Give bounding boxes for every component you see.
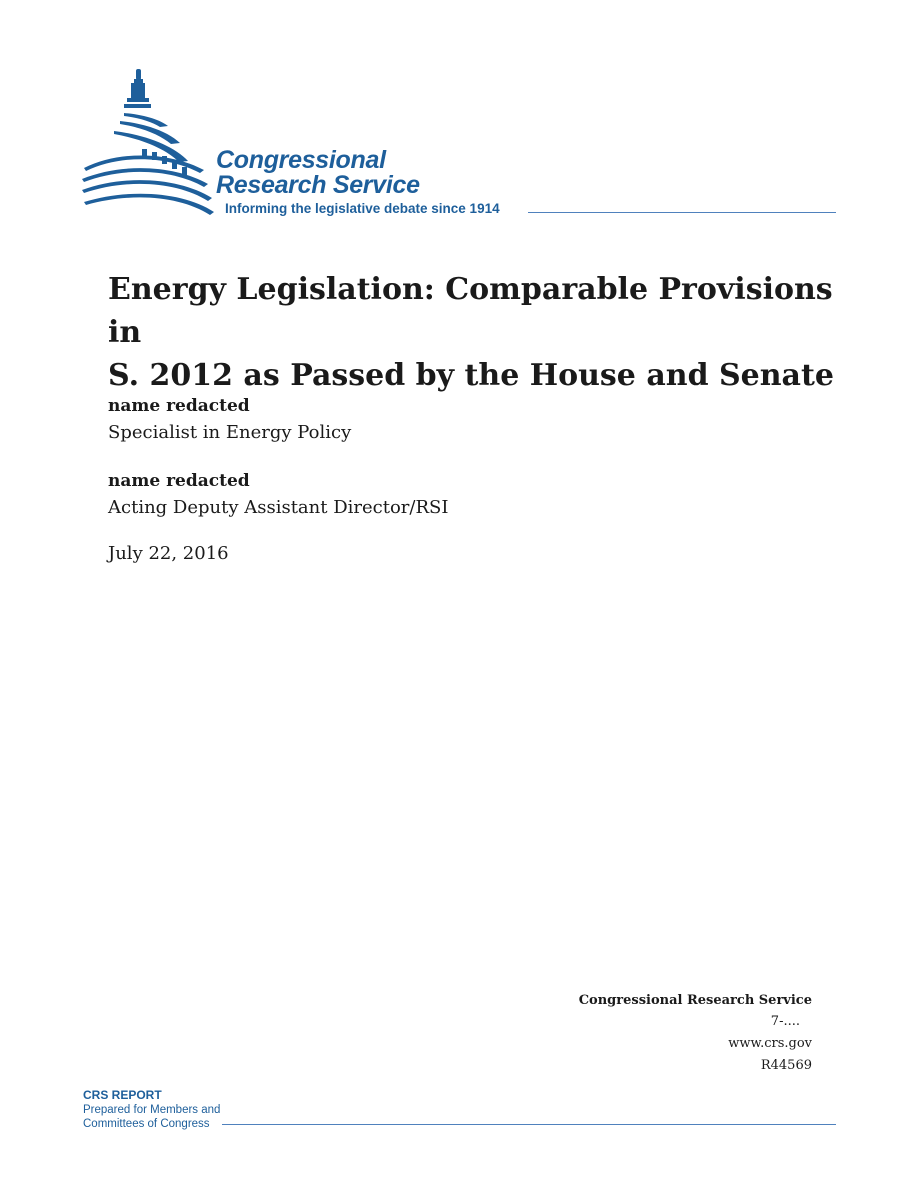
author-2-name: name redacted	[108, 471, 250, 491]
footer-label: CRS REPORT	[83, 1088, 162, 1102]
author-1-role: Specialist in Energy Policy	[108, 422, 352, 443]
header-rule	[528, 212, 836, 213]
publisher-phone: 7-....	[770, 1014, 800, 1029]
logo-name-line2: Research Service	[216, 171, 420, 199]
author-2-role: Acting Deputy Assistant Director/RSI	[108, 497, 449, 518]
footer-rule	[222, 1124, 836, 1125]
publisher-name: Congressional Research Service	[578, 993, 812, 1008]
author-1-name: name redacted	[108, 396, 250, 416]
report-number: R44569	[760, 1058, 812, 1073]
report-title	[108, 268, 848, 397]
capitol-dome-icon	[80, 66, 220, 218]
publisher-website[interactable]: www.crs.gov	[728, 1036, 812, 1051]
footer-line-2: Committees of Congress	[83, 1118, 210, 1130]
report-date: July 22, 2016	[108, 543, 229, 564]
logo-name-line1: Congressional	[216, 146, 386, 174]
footer-line-1: Prepared for Members and	[83, 1104, 221, 1116]
crs-logo	[80, 66, 840, 218]
title-line-1: Energy Legislation: Comparable Provisions in	[108, 272, 833, 350]
publisher-block	[579, 991, 812, 1077]
title-line-2: S. 2012 as Passed by the House and Senate	[108, 358, 834, 393]
logo-tagline: Informing the legislative debate since 1914	[225, 201, 500, 216]
